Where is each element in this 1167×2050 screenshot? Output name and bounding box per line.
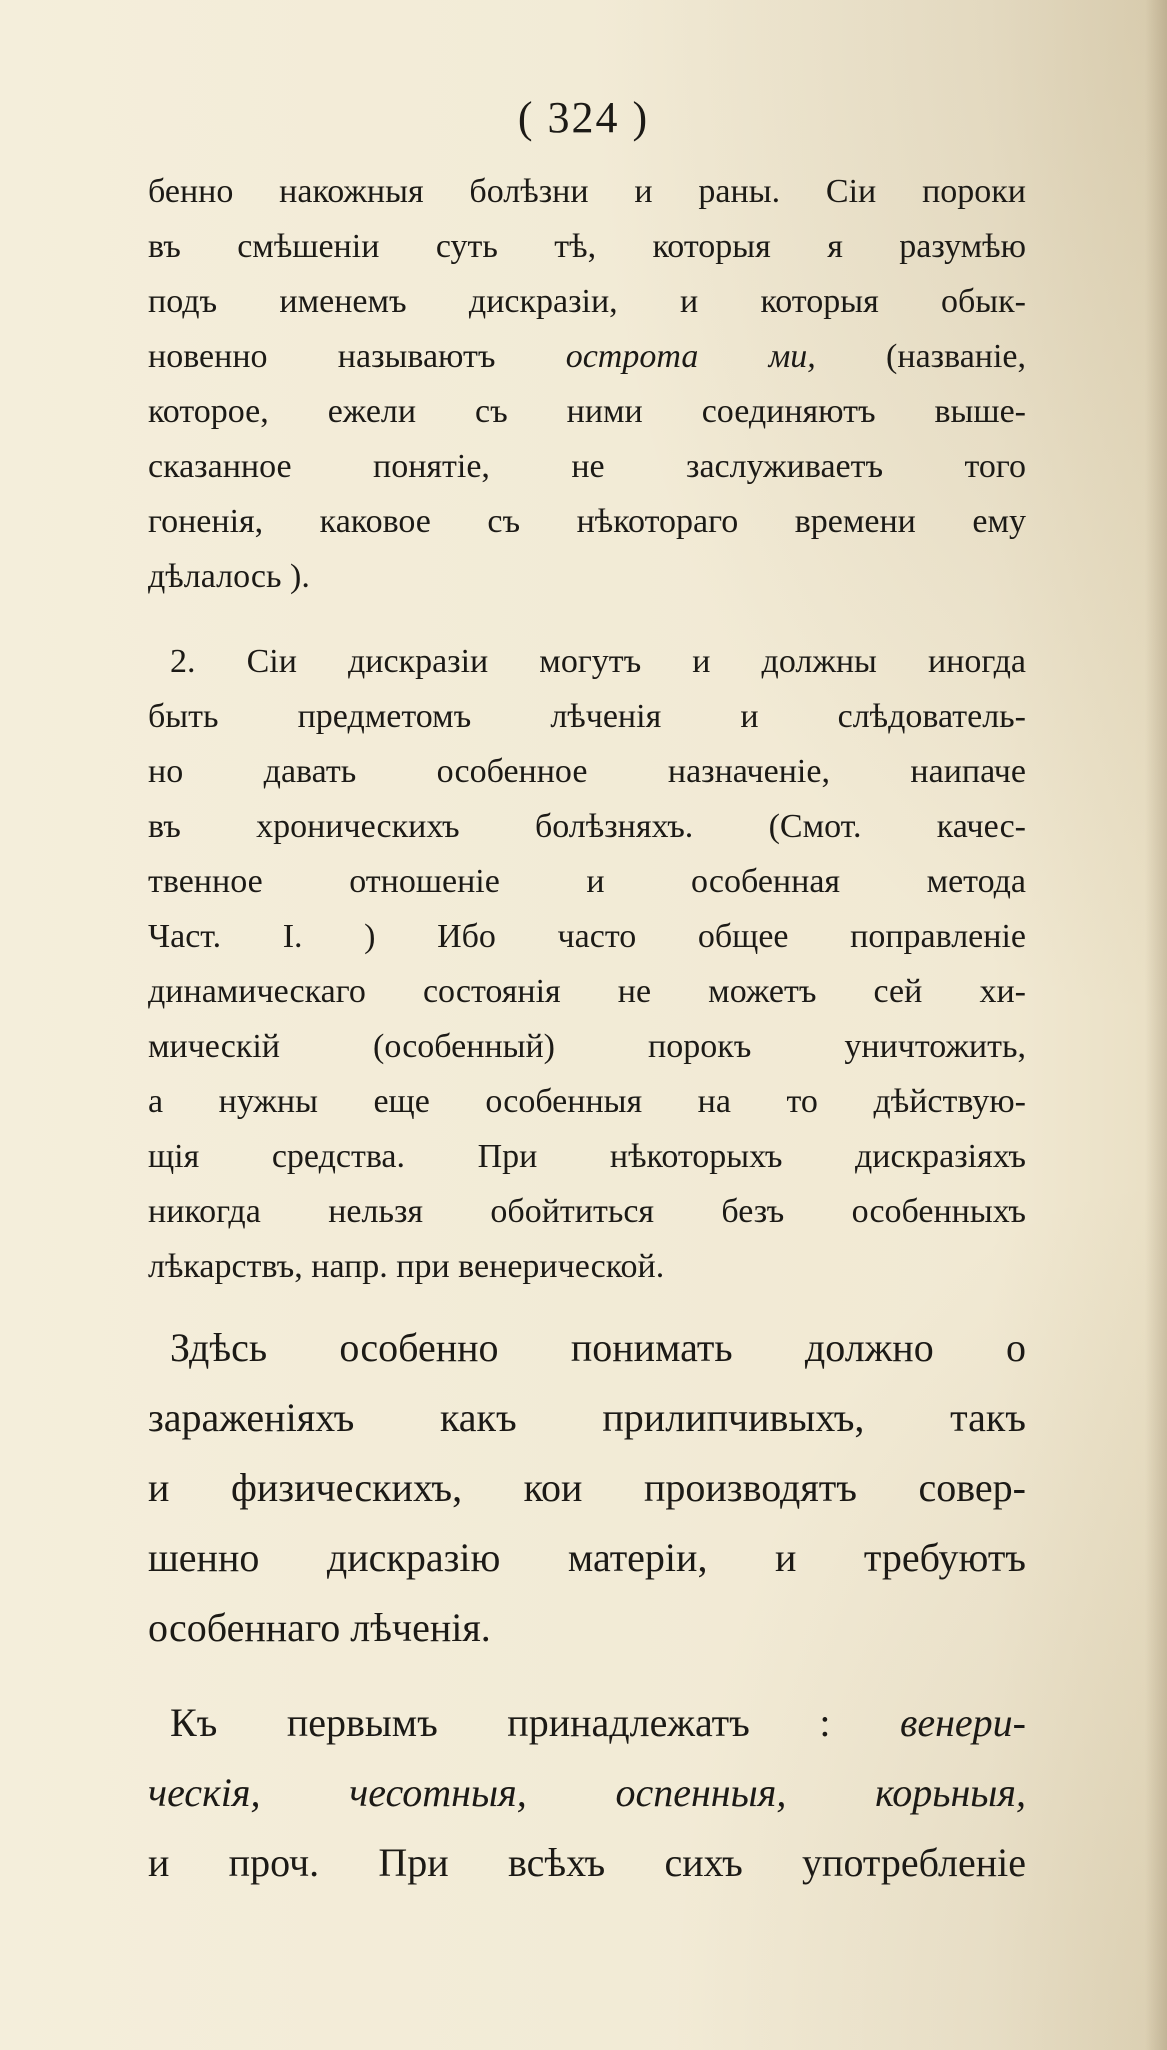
text-line: дѣлалось ). xyxy=(148,558,310,595)
text-line: гоненія, каковое съ нѣкотораго времени ему xyxy=(148,503,1026,540)
text-line: а нужны еще особенныя на то дѣйствую- xyxy=(148,1083,1026,1120)
text-line xyxy=(148,335,1026,379)
text-line: динамическаго состоянія не можетъ сей хи- xyxy=(148,973,1026,1010)
text-line: твенное отношеніе и особенная метода xyxy=(148,863,1026,900)
text-segment: новенно называютъ xyxy=(148,338,496,375)
text-line: бенно накожныя болѣзни и раны. Сіи пороки xyxy=(148,173,1026,210)
text-line xyxy=(170,1697,1026,1749)
text-line: быть предметомъ лѣченія и слѣдователь- xyxy=(148,698,1026,735)
text-line: 2. Сіи дискразіи могутъ и должны иногда xyxy=(170,643,1026,680)
text-segment: Къ первымъ принадлежатъ : xyxy=(170,1700,831,1745)
text-line: и физическихъ, кои производятъ совер- xyxy=(148,1465,1026,1510)
italic-line: ческія, чесотныя, оспенныя, корьныя, xyxy=(148,1770,1026,1815)
text-line: зараженіяхъ какъ прилипчивыхъ, такъ xyxy=(148,1395,1026,1440)
text-line: Здѣсь особенно понимать должно о xyxy=(170,1325,1026,1370)
page-number: ( 324 ) xyxy=(517,93,650,142)
text-segment: (названіе, xyxy=(886,338,1027,375)
italic-term: острота ми, xyxy=(565,338,816,375)
text-line: сказанное понятіе, не заслуживаетъ того xyxy=(148,448,1026,485)
page-edge-shadow xyxy=(1145,0,1167,2050)
italic-term: венери- xyxy=(899,1700,1026,1745)
text-line: никогда нельзя обойтиться безъ особенныхъ xyxy=(148,1193,1026,1230)
text-line: въ смѣшеніи суть тѣ, которыя я разумѣю xyxy=(148,228,1026,265)
text-line: мическій (особенный) порокъ уничтожить, xyxy=(148,1028,1026,1065)
text-line: но давать особенное назначеніе, наипаче xyxy=(148,753,1026,790)
text-line: щія средства. При нѣкоторыхъ дискразіяхъ xyxy=(148,1138,1026,1175)
text-line: и проч. При всѣхъ сихъ употребленіе xyxy=(148,1840,1026,1885)
text-line: лѣкарствъ, напр. при венерической. xyxy=(148,1248,665,1285)
text-line: шенно дискразію матеріи, и требуютъ xyxy=(148,1535,1026,1580)
text-line: особеннаго лѣченія. xyxy=(148,1605,491,1650)
text-line: въ хроническихъ болѣзняхъ. (Смот. качес- xyxy=(148,808,1026,845)
text-line: подъ именемъ дискразіи, и которыя обык- xyxy=(148,283,1026,320)
text-line: Част. I. ) Ибо часто общее поправленіе xyxy=(148,918,1026,955)
text-line: которое, ежели съ ними соединяютъ выше- xyxy=(148,393,1026,430)
